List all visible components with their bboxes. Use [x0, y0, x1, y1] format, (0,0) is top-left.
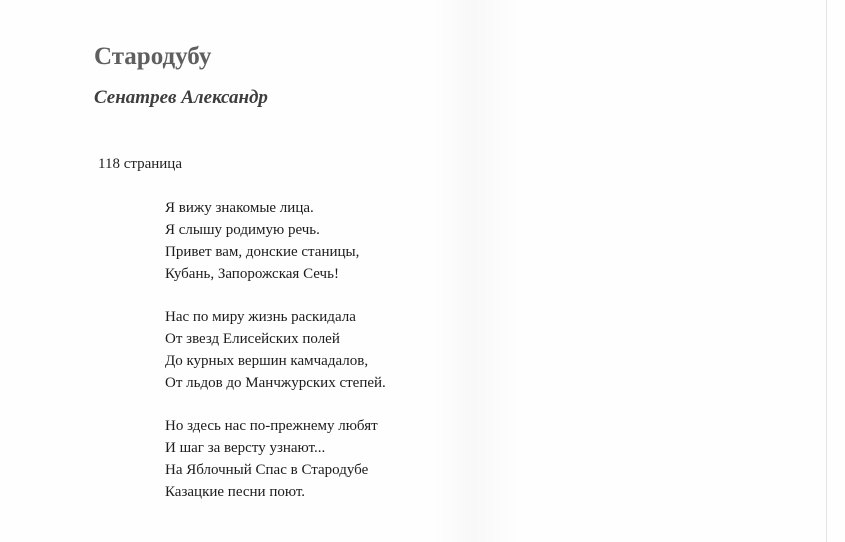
- poem-line: От льдов до Манчжурских степей.: [165, 375, 386, 391]
- poem-body: [165, 197, 386, 524]
- poem-author: Сенатрев Александр: [94, 87, 268, 108]
- poem-line: И шаг за версту узнают...: [165, 440, 326, 456]
- poem-line: Но здесь нас по-прежнему любят: [165, 418, 378, 434]
- poem-line: Нас по миру жизнь раскидала: [165, 309, 356, 325]
- poem-title: Стародубу: [94, 43, 212, 70]
- poem-line: От звезд Елисейских полей: [165, 331, 340, 347]
- poem-line: Казацкие песни поют.: [165, 484, 306, 500]
- poem-line: До курных вершин камчадалов,: [165, 353, 369, 369]
- poem-line: Я слышу родимую речь.: [165, 222, 320, 238]
- poem-line: На Яблочный Спас в Стародубе: [165, 462, 369, 478]
- scan-shading: [430, 0, 520, 542]
- page-reference: 118 страница: [98, 156, 182, 172]
- poem-line: Я вижу знакомые лица.: [165, 200, 314, 216]
- poem-line: Кубань, Запорожская Сечь!: [165, 266, 339, 282]
- stanza-1: [165, 197, 386, 285]
- stanza-2: [165, 306, 386, 394]
- poem-line: Привет вам, донские станицы,: [165, 244, 360, 260]
- stanza-3: [165, 415, 386, 503]
- scan-edge-line: [826, 0, 827, 542]
